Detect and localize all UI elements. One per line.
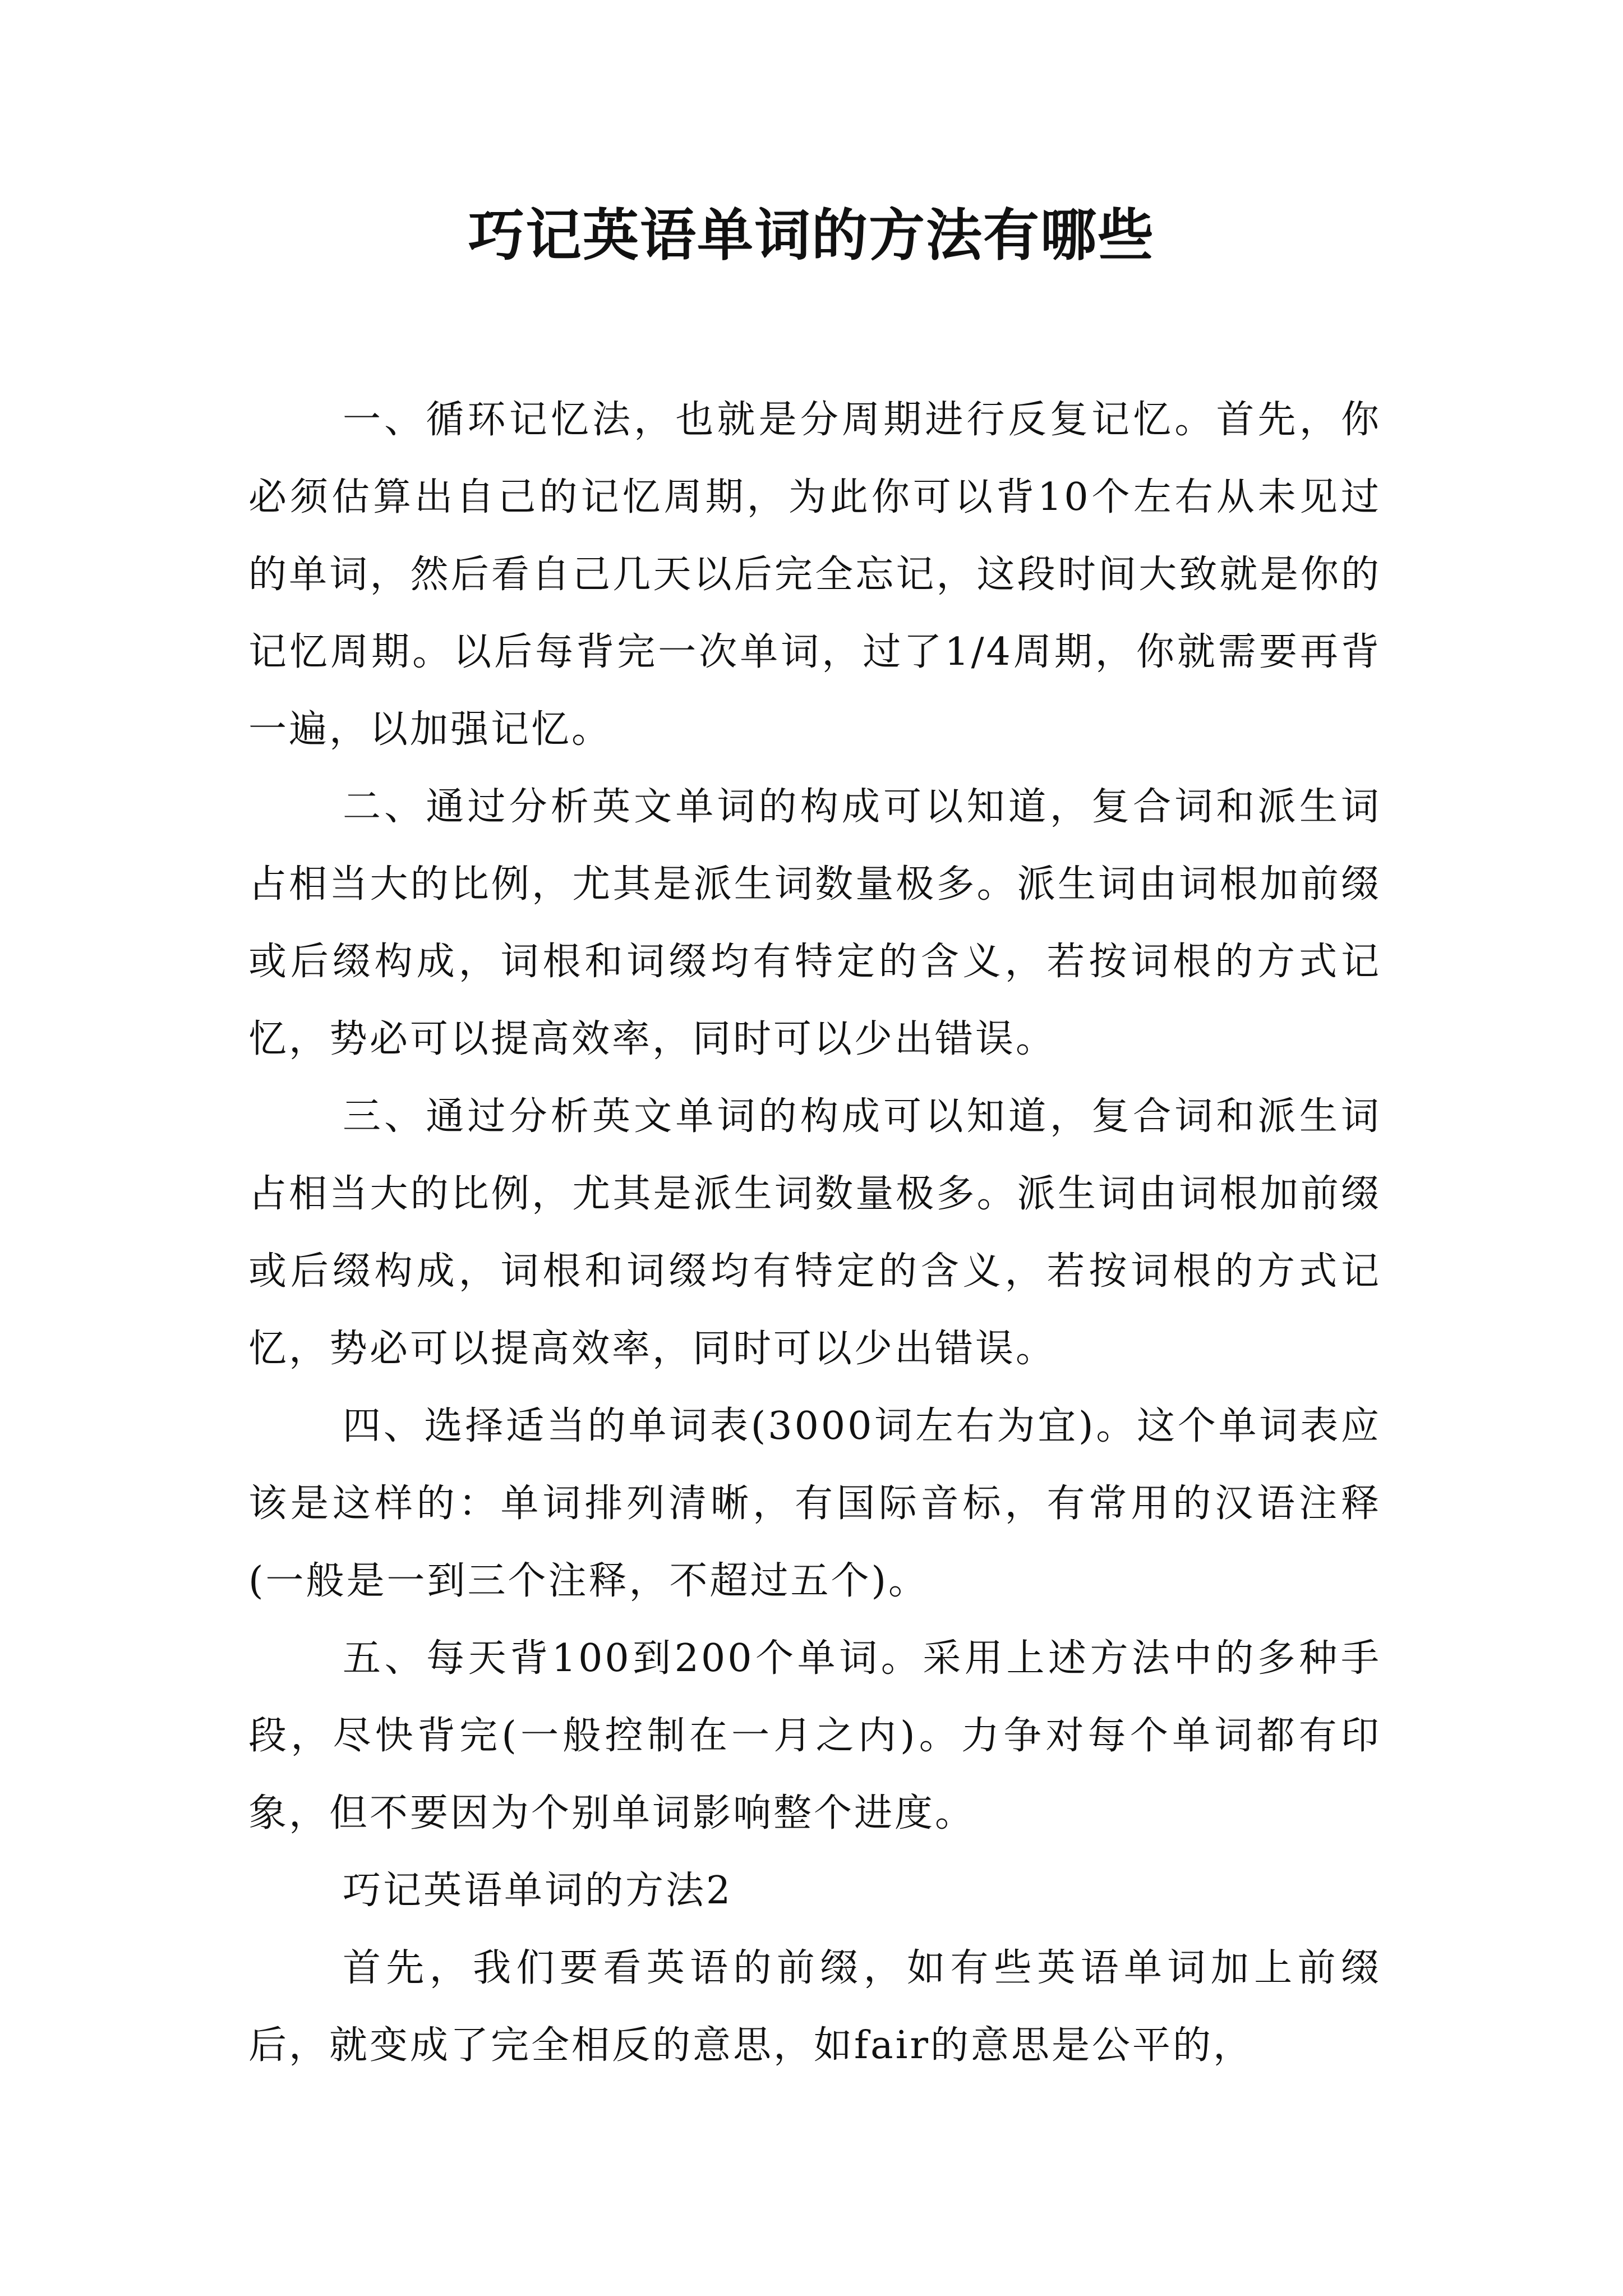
paragraph-prefix: 首先，我们要看英语的前缀，如有些英语单词加上前缀后，就变成了完全相反的意思，如fair的意思是公平的， [248, 1946, 1381, 2068]
document-title: 巧记英语单词的方法有哪些 [468, 203, 1155, 268]
section-heading: 巧记英语单词的方法2 [343, 1869, 733, 1913]
document-body [248, 381, 1381, 2085]
paragraph-method-4: 四、选择适当的单词表(3000词左右为宜)。这个单词表应该是这样的：单词排列清晰，有国际音标，有常用的汉语注释(一般是一到三个注释，不超过五个)。 [248, 1404, 1381, 1603]
paragraph-method-2: 二、通过分析英文单词的构成可以知道，复合词和派生词占相当大的比例，尤其是派生词数量极多。派生词由词根加前缀或后缀构成，词根和词缀均有特定的含义，若按词根的方式记忆，势必可以提高效率，同时可以少出错误。 [248, 785, 1381, 1061]
paragraph-method-3: 三、通过分析英文单词的构成可以知道，复合词和派生词占相当大的比例，尤其是派生词数量极多。派生词由词根加前缀或后缀构成，词根和词缀均有特定的含义，若按词根的方式记忆，势必可以提高效率，同时可以少出错误。 [248, 1094, 1381, 1371]
paragraph-method-5: 五、每天背100到200个单词。采用上述方法中的多种手段，尽快背完(一般控制在一月之内)。力争对每个单词都有印象，但不要因为个别单词影响整个进度。 [248, 1636, 1381, 1835]
paragraph-method-1: 一、循环记忆法，也就是分周期进行反复记忆。首先，你必须估算出自己的记忆周期，为此你可以背10个左右从未见过的单词，然后看自己几天以后完全忘记，这段时间大致就是你的记忆周期。以后每背完一次单词，过了1/4周期，你就需要再背一遍，以加强记忆。 [248, 398, 1381, 752]
